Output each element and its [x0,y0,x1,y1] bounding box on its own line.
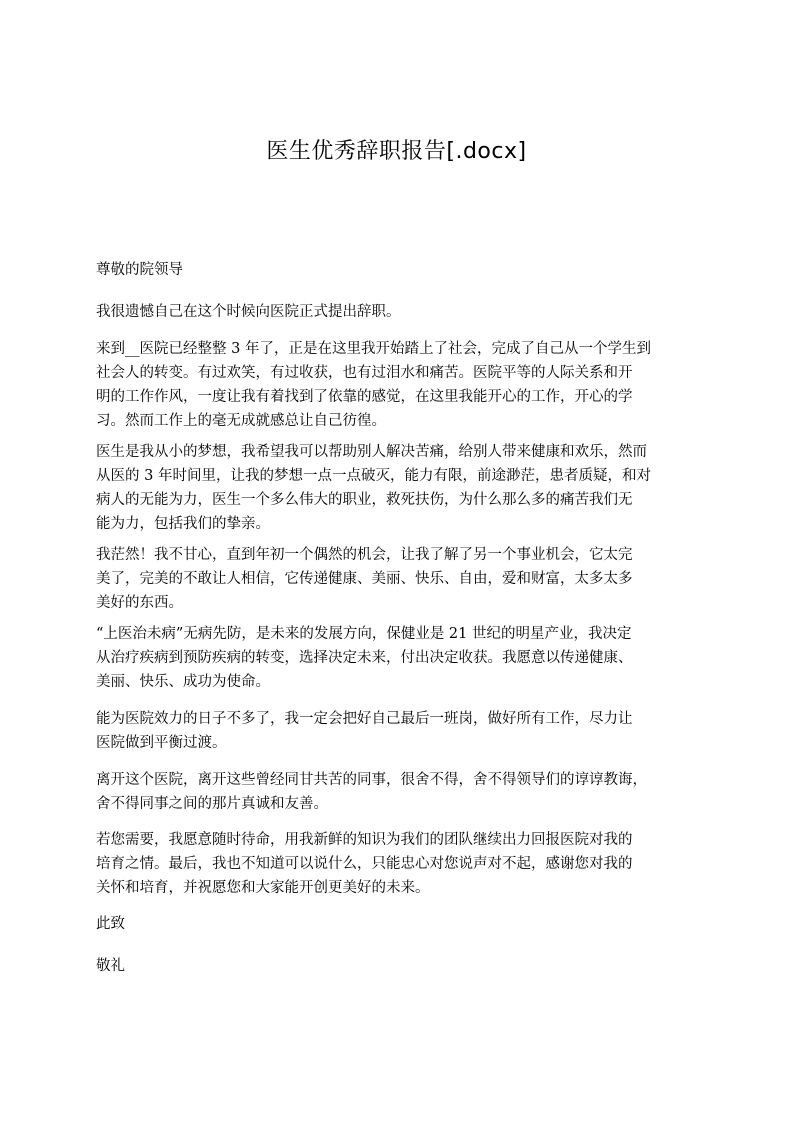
paragraph-line: 舍不得同事之间的那片真诚和友善。 [96,796,328,812]
closing-2 [96,954,710,978]
paragraph-3 [96,440,710,536]
paragraph-2 [96,337,710,433]
document-title: 医生优秀辞职报告[.docx] [266,139,527,164]
paragraph-line: 医生是我从小的梦想，我希望我可以帮助别人解决苦痛，给别人带来健康和欢乐，然而 [96,444,647,460]
closing-text: 此致 [96,916,125,932]
paragraph-line: 我茫然！我不甘心，直到年初一个偶然的机会，让我了解了另一个事业机会，它太完 [96,547,633,563]
paragraph-line: “上医治未病”无病先防，是未来的发展方向，保健业是 21 世纪的明星产业，我决定 [96,626,632,642]
paragraph-line: 明的工作作风，一度让我有着找到了依靠的感觉，在这里我能开心的工作，开心的学 [96,389,633,405]
paragraph-line: 能为力，包括我们的挚亲。 [96,516,270,532]
paragraph-line: 离开这个医院，离开这些曾经同甘共苦的同事，很舍不得，舍不得领导们的谆谆教诲， [96,772,647,788]
paragraph-line: 培育之情。最后，我也不知道可以说什么，只能忠心对您说声对不起，感谢您对我的 [96,856,633,872]
paragraph-line: 从治疗疾病到预防疾病的转变，选择决定未来，付出决定收获。我愿意以传递健康、 [96,650,633,666]
salutation [96,258,710,282]
paragraph-line: 来到__医院已经整整 3 年了，正是在这里我开始踏上了社会，完成了自己从一个学生到 [96,341,651,357]
paragraph-line: 社会人的转变。有过欢笑，有过收获，也有过泪水和痛苦。医院平等的人际关系和开 [96,365,633,381]
paragraph-line: 美了，完美的不敢让人相信，它传递健康、美丽、快乐、自由，爱和财富，太多太多 [96,571,633,587]
paragraph-line: 我很遗憾自己在这个时候向医院正式提出辞职。 [96,304,401,320]
paragraph-line: 美好的东西。 [96,595,183,611]
paragraph-4 [96,543,710,615]
paragraph-6 [96,707,710,755]
closing-1 [96,912,710,936]
paragraph-line: 习。然而工作上的毫无成就感总让自己彷徨。 [96,413,386,429]
paragraph-line: 能为医院效力的日子不多了，我一定会把好自己最后一班岗，做好所有工作，尽力让 [96,711,633,727]
paragraph-line: 从医的 3 年时间里，让我的梦想一点一点破灭，能力有限，前途渺茫，患者质疑，和对 [96,468,651,484]
paragraph-line: 关怀和培育，并祝愿您和大家能开创更美好的未来。 [96,880,430,896]
paragraph-5 [96,622,710,694]
paragraph-line: 医院做到平衡过渡。 [96,735,227,751]
paragraph-line: 病人的无能为力，医生一个多么伟大的职业，救死扶伤，为什么那么多的痛苦我们无 [96,492,633,508]
salutation-text: 尊敬的院领导 [96,262,183,278]
paragraph-line: 若您需要，我愿意随时待命，用我新鲜的知识为我们的团队继续出力回报医院对我的 [96,832,633,848]
paragraph-1 [96,300,710,324]
paragraph-7 [96,768,710,816]
paragraph-line: 美丽、快乐、成功为使命。 [96,674,270,690]
closing-text: 敬礼 [96,958,125,974]
paragraph-8 [96,828,710,900]
